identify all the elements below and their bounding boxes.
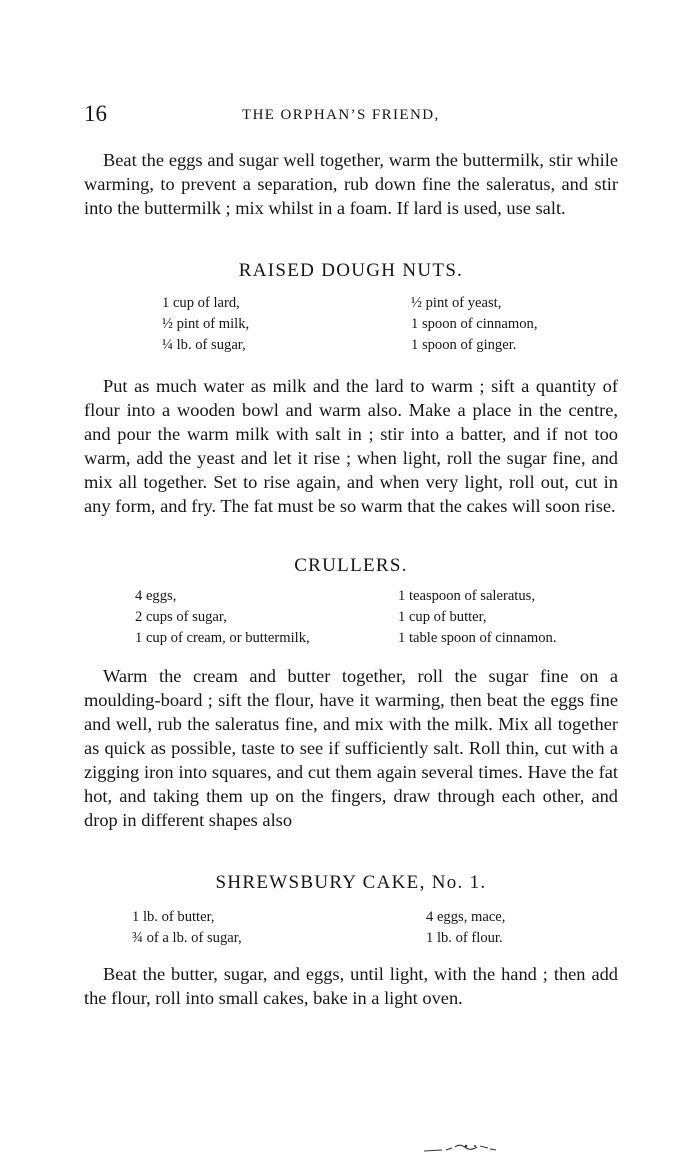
page-number: 16 <box>84 101 107 126</box>
ingredient-line: 1 cup of butter, <box>398 609 487 625</box>
running-header <box>84 98 618 130</box>
ingredient-line: 1 lb. of butter, <box>132 909 215 925</box>
ingredient-line: 1 spoon of ginger. <box>411 337 517 353</box>
recipe-title-shrewsbury-cake: SHREWSBURY CAKE, No. 1. <box>215 872 487 893</box>
ingredients-left-raised-dough-nuts <box>162 293 249 356</box>
ingredient-line: 1 cup of cream, or buttermilk, <box>135 630 310 646</box>
recipe-title-crullers: CRULLERS. <box>294 555 408 576</box>
running-title: THE ORPHAN’S FRIEND, <box>242 107 440 123</box>
ingredient-line: ½ pint of yeast, <box>411 295 502 311</box>
ingredient-line: 1 teaspoon of saleratus, <box>398 588 535 604</box>
ingredient-line: 4 eggs, <box>135 588 177 604</box>
ingredient-line: 1 table spoon of cinnamon. <box>398 630 557 646</box>
ingredient-line: 2 cups of sugar, <box>135 609 227 625</box>
ingredients-left-shrewsbury-cake <box>132 907 242 949</box>
dough-nuts-paragraph <box>84 374 618 518</box>
ornament-icon <box>422 1140 498 1156</box>
crullers-paragraph <box>84 664 618 832</box>
ingredient-line: ¾ of a lb. of sugar, <box>132 930 242 946</box>
recipe-title-raised-dough-nuts: RAISED DOUGH NUTS. <box>238 260 464 281</box>
ingredients-right-crullers <box>398 586 556 649</box>
intro-paragraph <box>84 148 618 220</box>
dough-nuts-paragraph-text: Put as much water as milk and the lard to warm ; sift a quantity of flour into a wooden bowl and warm also. Make a place in the centre, and pour the warm milk with salt in ; stir into a batter, and if not too warm, add the yeast and let it rise ; when light, roll the sugar fine, and mix all together. Set to rise again, and when very light, roll out, cut in any form, and fry. The fat must be so warm that the cakes will soon rise. <box>84 376 618 516</box>
ingredients-right-raised-dough-nuts <box>411 293 537 356</box>
intro-paragraph-text: Beat the eggs and sugar well together, warm the buttermilk, stir while warming, to prevent a separation, rub down fine the saleratus, and stir into the buttermilk ; mix whilst in a foam. If lard is used, use salt. <box>84 150 618 218</box>
crullers-paragraph-text: Warm the cream and butter together, roll the sugar fine on a moulding-board ; sift the flour, have it warming, then beat the eggs fine and well, rub the saleratus fine, and mix with the milk. Mix all together as quick as possible, taste to see if sufficiently salt. Roll thin, cut with a zigging iron into squares, and cut them again several times. Have the fat hot, and taking them up on the fingers, draw through each other, and drop in different shapes also <box>84 666 618 830</box>
shrewsbury-paragraph <box>84 962 618 1010</box>
ingredient-line: ¼ lb. of sugar, <box>162 337 246 353</box>
ingredients-right-shrewsbury-cake <box>426 907 505 949</box>
shrewsbury-paragraph-text: Beat the butter, sugar, and eggs, until light, with the hand ; then add the flour, roll into small cakes, bake in a light oven. <box>84 964 618 1008</box>
ingredients-left-crullers <box>135 586 310 649</box>
ingredient-line: 1 cup of lard, <box>162 295 240 311</box>
ingredient-line: 4 eggs, mace, <box>426 909 506 925</box>
ingredient-line: 1 lb. of flour. <box>426 930 503 946</box>
ingredient-line: 1 spoon of cinnamon, <box>411 316 538 332</box>
ingredient-line: ½ pint of milk, <box>162 316 250 332</box>
